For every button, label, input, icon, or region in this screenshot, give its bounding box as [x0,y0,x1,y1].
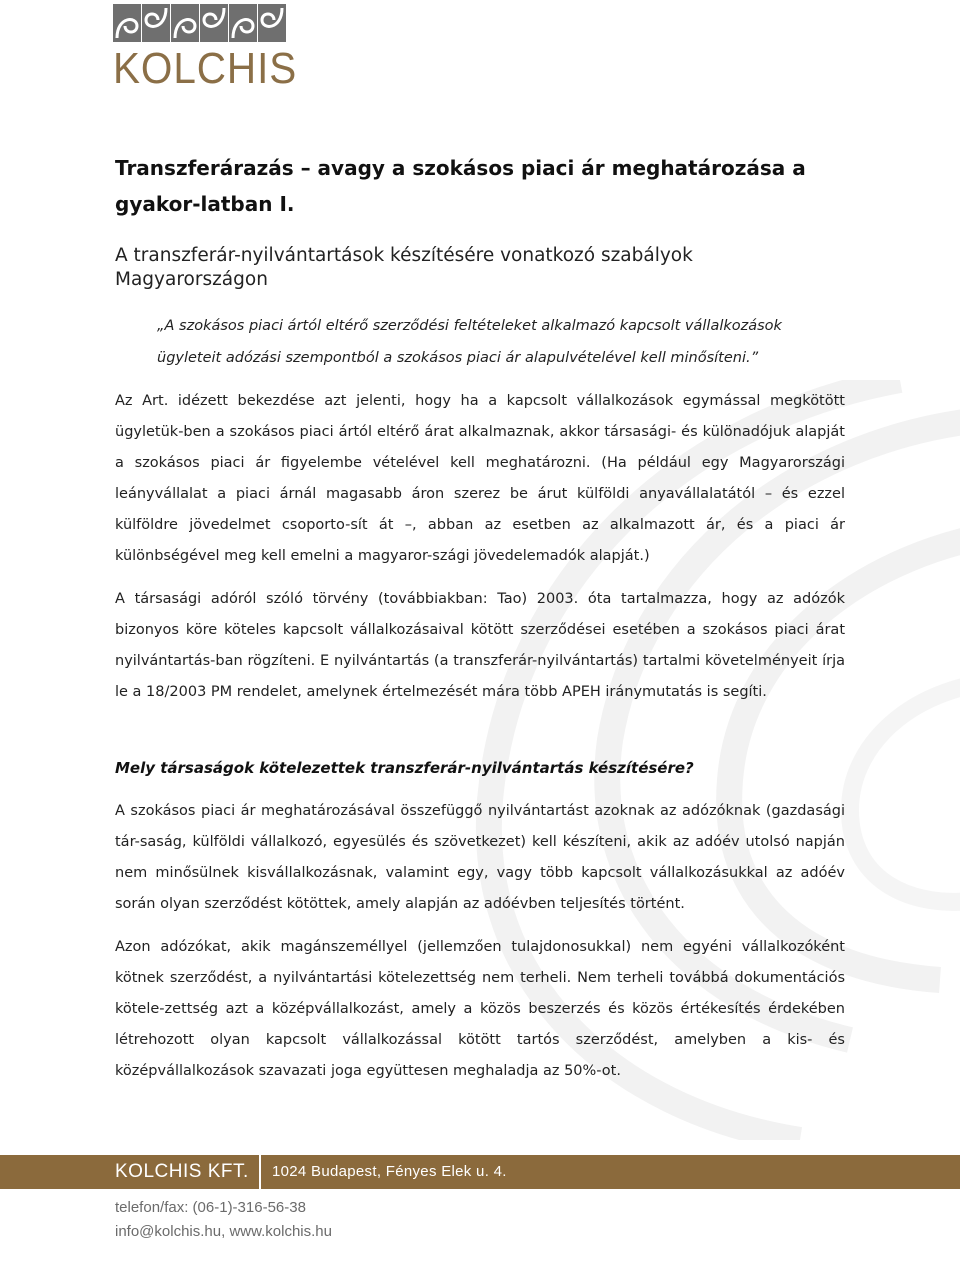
logo-tile-icon [258,4,286,42]
logo-tile-icon [142,4,170,42]
logo-wordmark: KOLCHIS [113,44,298,93]
footer-company-name: KOLCHIS KFT. [115,1161,249,1182]
document-title: Transzferárazás – avagy a szokásos piaci ár meghatározása a gyakor-latban I. [115,156,806,216]
paragraph-obligated-companies: A szokásos piaci ár meghatározásával összefüggő nyilvántartást azoknak az adózóknak (gazdasági tár-saság, külföldi vállalkozó, egyesülés és szövetkezet) kell készíteni, akik az adóév utolsó napján nem minősülnek kisvállalkozásnak, valamint egy, vagy több kapcsolt vállalkozásukkal az adóév során olyan szerződést kötöttek, amely alapján az adóévben teljesítés történt. [115,803,845,912]
section-heading: Mely társaságok kötelezettek transzferár-nyilvántartás készítésére? [115,759,694,777]
footer-bar [0,1155,960,1189]
footer-contact [115,1196,332,1244]
footer-phone: telefon/fax: (06-1)-316-56-38 [115,1199,306,1216]
logo-tile-icon [113,4,141,42]
logo-tile-icon [229,4,257,42]
paragraph-tao: A társasági adóról szóló törvény (továbbiakban: Tao) 2003. óta tartalmazza, hogy az adózók bizonyos köre köteles kapcsolt vállalkozásaival kötött szerződései esetében a szokásos piaci árat nyilvántartás-ban rögzíteni. E nyilvántartás (a transzferár-nyilvántartás) tartalmi követelményeit írja le a 18/2003 PM rendelet, amelynek értelmezését mára több APEH iránymutatás is segíti. [115,591,845,700]
footer-address: 1024 Budapest, Fényes Elek u. 4. [272,1163,507,1180]
legal-quote: „A szokásos piaci ártól eltérő szerződési feltételeket alkalmazó kapcsolt vállalkozások ügyleteit adózási szempontból a szokásos piaci ár alapulvételével kell minősíteni.” [157,318,782,366]
footer-divider [259,1155,261,1189]
logo-swirl-pattern-icon [113,4,288,42]
kolchis-logo [113,4,298,96]
logo-tile-icon [171,4,199,42]
document-subtitle: A transzferár-nyilvántartások készítésére vonatkozó szabályok Magyarországon [115,245,693,290]
footer-web-links[interactable]: info@kolchis.hu, www.kolchis.hu [115,1223,332,1240]
paragraph-exemptions: Azon adózókat, akik magánszeméllyel (jellemzően tulajdonosukkal) nem egyéni vállalkozóként kötnek szerződést, a nyilvántartási kötelezettség nem terheli. Nem terheli továbbá dokumentációs kötele-zettség azt a középvállalkozást, amely a közös beszerzés és közös értékesítés érdekében létrehozott olyan kapcsolt vállalkozással kötött tartós szerződést, amelyben a kis- és középvállalkozások szavazati joga együttesen meghaladja az 50%-ot. [115,939,845,1079]
document-body [115,150,845,1087]
paragraph-art-explanation: Az Art. idézett bekezdése azt jelenti, hogy ha a kapcsolt vállalkozások egymással megkötött ügyletük-ben a szokásos piaci ártól eltérő árat alkalmaznak, akkor társasági- és különadójuk alapját a szokásos piaci ár figyelembe vételével kell meghatározni. (Ha például egy Magyarországi leányvállalat a piaci árnál magasabb áron szerez be árut külföldi anyavállalatától – és ezzel külföldre jövedelmet csoporto-sít át –, abban az esetben az alkalmazott ár, és a piaci ár különbségével meg kell emelni a magyaror-szági jövedelemadók alapját.) [115,393,845,564]
logo-tile-icon [200,4,228,42]
